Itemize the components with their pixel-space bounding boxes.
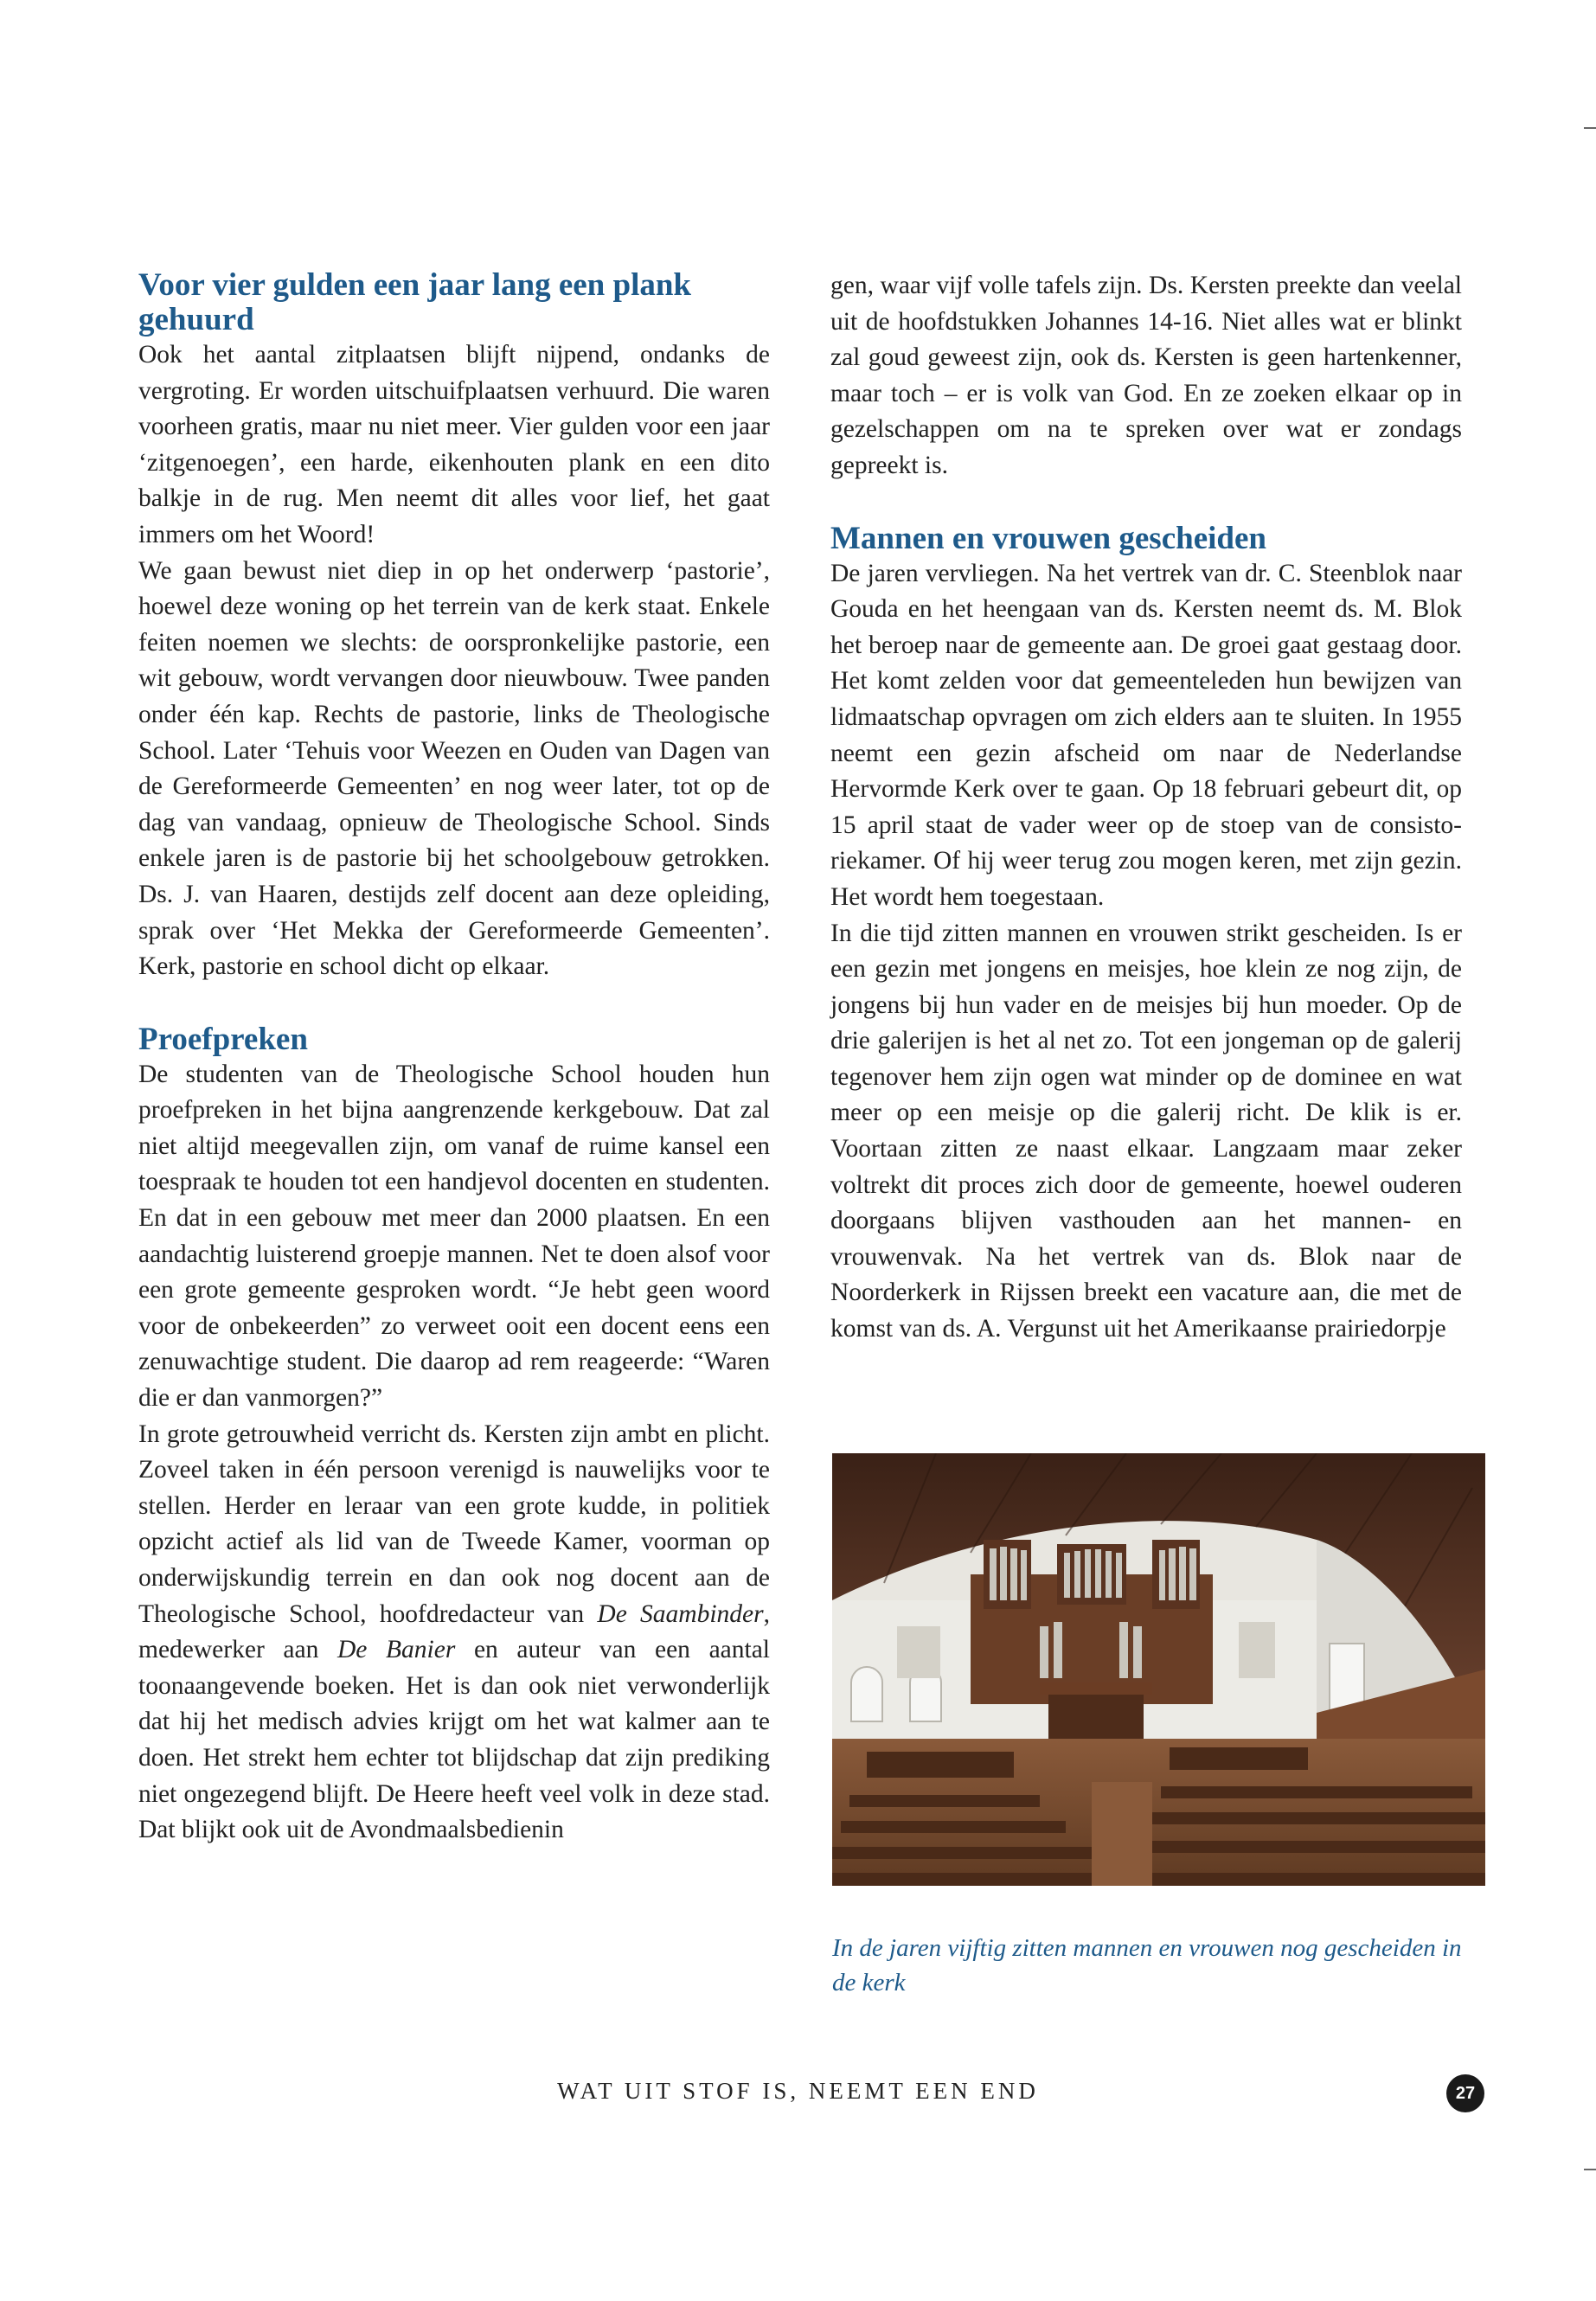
photo-caption: In de jaren vijftig zitten mannen en vrouwen nog gescheiden in de kerk — [832, 1934, 1462, 1997]
paragraph: De studenten van de Theologische School houden hun proefpreken in het bijna aangrenzende kerkgebouw. Dat zal niet altijd meegevallen zijn, om vanaf de ruime kansel een toespraak te houden tot een handjevol docenten en studenten. En dat in een gebouw met meer dan 2000 plaatsen. En een aandachtig luisterend groepje mannen. Net te doen alsof voor een grote gemeente gesproken wordt. “Je hebt geen woord voor de onbekeerden” zo verweet ooit een docent eens een zenuwachtige student. Die daarop ad rem reageerde: “Waren die er dan vanmorgen?” — [138, 1060, 770, 1413]
paragraph: In grote getrouwheid verricht ds. Kersten zijn ambt en plicht. Zoveel taken in één persoon verenigd is nauwelijks voor te stellen. Herder en leraar van een grote kudde, in politiek opzicht actief als lid van de Tweede Kamer, voorman op onderwijskundig terrein en dan ook nog docent aan de Theologische School, hoofdredacteur van De Saambinder, medewerker aan De Banier en auteur van een aantal toonaangevende boeken. Het is dan ook niet verwonderlijk dat hij het medisch advies krijgt om het wat kalmer aan te doen. Het strekt hem echter tot blijdschap dat zijn prediking niet ongezegend blijft. De Heere heeft veel volk in deze stad. Dat blijkt ook uit de Avondmaalsbedienin — [138, 1420, 770, 1844]
publication-title: De Saambinder — [597, 1599, 764, 1628]
church-interior-photo — [832, 1453, 1485, 1886]
paragraph: We gaan bewust niet diep in op het onderwerp ‘pastorie’, hoewel deze woning op het terrein van de kerk staat. Enkele feiten noemen we slechts: de oorspronkelijke pastorie, een wit gebouw, wordt vervangen door nieuwbouw. Twee panden onder één kap. Rechts de pastorie, links de Theologische School. Later ‘Tehuis voor Weezen en Ouden van Dagen van de Gereformeerde Gemeenten’ en nog weer later, tot op de dag van vandaag, opnieuw de Theologische School. Sinds enkele jaren is de pastorie bij het schoolgebouw getrokken. Ds. J. van Haaren, destijds zelf docent aan deze opleiding, sprak over ‘Het Mekka der Gereformeerde Gemeenten’. Kerk, pastorie en school dicht op elkaar. — [138, 556, 770, 981]
paragraph: In die tijd zitten mannen en vrouwen strikt gescheiden. Is er een gezin met jongens en meisjes, hoe klein ze nog zijn, de jongens bij hun vader en de meisjes bij hun moeder. Op de drie galerijen is het al net zo. Tot een jongeman op de galerij tegenover hem zijn ogen wat minder op de dominee en wat meer op een meisje op die galerij richt. De klik is er. Voortaan zitten ze naast elkaar. Langzaam maar zeker voltrekt dit proces zich door de gemeente, hoewel ouderen doorgaans blijven vasthouden aan het mannen- en vrouwenvak. Na het vertrek van ds. Blok naar de Noorderkerk in Rijssen breekt een vacature aan, die met de komst van ds. A. Vergunst uit het Amerikaanse prairiedorpje — [830, 919, 1462, 1343]
section-heading-mannen-vrouwen: Mannen en vrouwen gescheiden — [830, 520, 1266, 556]
paragraph: De jaren vervliegen. Na het vertrek van dr. C. Steenblok naar Gouda en het heengaan van ds. Kersten neemt ds. M. Blok het beroep naar de gemeente aan. De groei gaat gestaag door. Het komt zelden voor dat gemeenteleden hun bewijzen van lidmaatschap opvragen om zich elders aan te sluiten. In 1955 neemt een gezin afscheid om naar de Nederlandse Hervormde Kerk over te gaan. Op 18 februari gebeurt dit, op 15 april staat de vader weer op de stoep van de consistoriekamer. Of hij weer terug zou mogen keren, met zijn gezin. Het wordt hem toegestaan. — [830, 559, 1462, 911]
page-number: 27 — [1446, 2074, 1484, 2112]
left-column — [138, 268, 770, 1849]
section-heading-plank: Voor vier gulden een jaar lang een plank gehuurd — [138, 267, 692, 337]
paragraph: gen, waar vijf volle tafels zijn. Ds. Kersten preekte dan veelal uit de hoofdstukken Johannes 14-16. Niet alles wat er blinkt zal goud geweest zijn, ook ds. Kersten is geen hartenkenner, maar toch – er is volk van God. En ze zoeken elkaar op in gezelschappen om na te spreken over wat er zondags gepreekt is. — [830, 272, 1462, 479]
right-column — [830, 268, 1462, 1348]
paragraph: Ook het aantal zitplaatsen blijft nijpend, ondanks de vergroting. Er worden uitschuifplaatsen verhuurd. Die waren voorheen gratis, maar nu niet meer. Vier gulden voor een jaar ‘zitgenoegen’, een harde, eikenhouten plank en een dito balkje in de rug. Men neemt dit alles voor lief, het gaat immers om het Woord! — [138, 341, 770, 548]
crop-mark — [1584, 127, 1596, 129]
section-heading-proefpreken: Proefpreken — [138, 1021, 308, 1057]
crop-mark — [1584, 2169, 1596, 2170]
publication-title: De Banier — [337, 1636, 456, 1664]
running-footer: WAT UIT STOF IS, NEEMT EEN END — [557, 2078, 1039, 2104]
